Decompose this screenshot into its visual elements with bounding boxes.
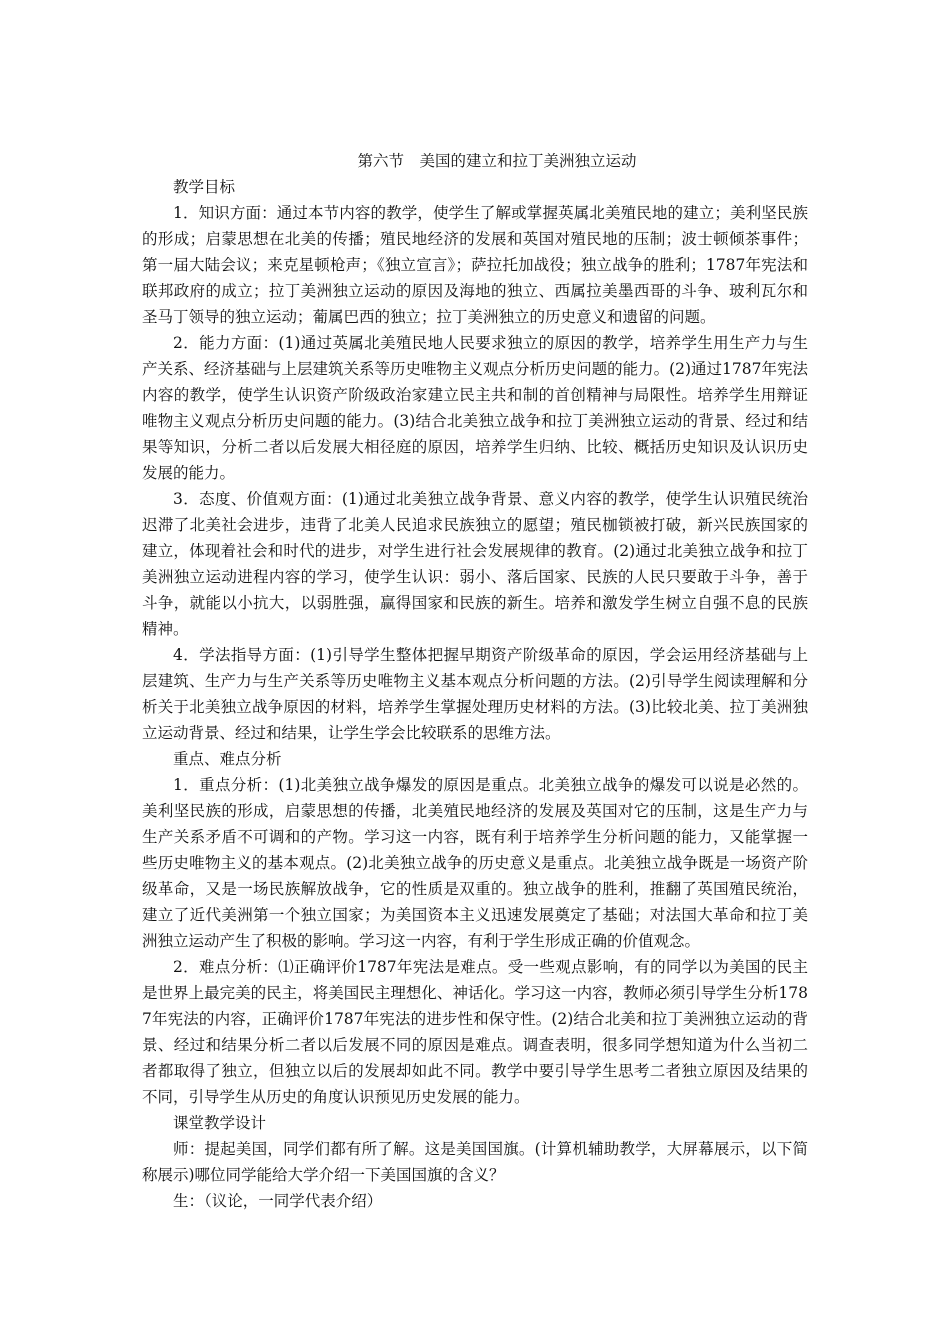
section-key-points [142, 746, 808, 1110]
paragraph-teacher-line: 师：提起美国，同学们都有所了解。这是美国国旗。(计算机辅助教学，大屏幕展示，以下简称展示)哪位同学能给大学介绍一下美国国旗的含义？ [142, 1140, 808, 1184]
section-teaching-goals [142, 174, 808, 746]
paragraph-attitude: 3．态度、价值观方面：(1)通过北美独立战争背景、意义内容的教学，使学生认识殖民统治迟滞了北美社会进步，违背了北美人民追求民族独立的愿望；殖民枷锁被打破，新兴民族国家的建立，体现着社会和时代的进步，对学生进行社会发展规律的教育。(2)通过北美独立战争和拉丁美洲独立运动进程内容的学习，使学生认识：弱小、落后国家、民族的人民只要敢于斗争，善于斗争，就能以小抗大，以弱胜强，赢得国家和民族的新生。培养和激发学生树立自强不息的民族精神。 [142, 490, 808, 638]
paragraph-knowledge: 1．知识方面：通过本节内容的教学，使学生了解或掌握英属北美殖民地的建立；美利坚民族的形成；启蒙思想在北美的传播；殖民地经济的发展和英国对殖民地的压制；波士顿倾茶事件；第一届大陆会议；来克星顿枪声；《独立宣言》；萨拉托加战役；独立战争的胜利；1787年宪法和联邦政府的成立；拉丁美洲独立运动的原因及海地的独立、西属拉美墨西哥的斗争、玻利瓦尔和圣马丁领导的独立运动；葡属巴西的独立；拉丁美洲独立的历史意义和遗留的问题。 [142, 204, 808, 326]
section-class-design [142, 1110, 808, 1214]
paragraph-key-analysis: 1．重点分析：(1)北美独立战争爆发的原因是重点。北美独立战争的爆发可以说是必然的。美利坚民族的形成，启蒙思想的传播，北美殖民地经济的发展及英国对它的压制，这是生产力与生产关系矛盾不可调和的产物。学习这一内容，既有利于培养学生分析问题的能力，又能掌握一些历史唯物主义的基本观点。(2)北美独立战争的历史意义是重点。北美独立战争既是一场资产阶级革命，又是一场民族解放战争，它的性质是双重的。独立战争的胜利，推翻了英国殖民统治，建立了近代美洲第一个独立国家；为美国资本主义迅速发展奠定了基础；对法国大革命和拉丁美洲独立运动产生了积极的影响。学习这一内容，有利于学生形成正确的价值观念。 [142, 776, 808, 950]
paragraph-student-line: 生：（议论，一同学代表介绍） [173, 1192, 383, 1210]
document-page [142, 148, 808, 1214]
document-title: 第六节 美国的建立和拉丁美洲独立运动 [357, 152, 637, 170]
section-heading: 课堂教学设计 [173, 1114, 267, 1132]
section-heading: 教学目标 [173, 178, 236, 196]
section-heading: 重点、难点分析 [173, 750, 282, 768]
paragraph-study-method: 4．学法指导方面：(1)引导学生整体把握早期资产阶级革命的原因，学会运用经济基础与上层建筑、生产力与生产关系等历史唯物主义基本观点分析问题的方法。(2)引导学生阅读理解和分析关于北美独立战争原因的材料，培养学生掌握处理历史材料的方法。(3)比较北美、拉丁美洲独立运动背景、经过和结果，让学生学会比较联系的思维方法。 [142, 646, 808, 742]
paragraph-difficulty-analysis: 2．难点分析：⑴正确评价1787年宪法是难点。受一些观点影响，有的同学以为美国的民主是世界上最完美的民主，将美国民主理想化、神话化。学习这一内容，教师必须引导学生分析1787年宪法的内容，正确评价1787年宪法的进步性和保守性。(2)结合北美和拉丁美洲独立运动的背景、经过和结果分析二者以后发展不同的原因是难点。调查表明，很多同学想知道为什么当初二者都取得了独立，但独立以后的发展却如此不同。教学中要引导学生思考二者独立原因及结果的不同，引导学生从历史的角度认识预见历史发展的能力。 [142, 958, 808, 1106]
paragraph-ability: 2．能力方面：(1)通过英属北美殖民地人民要求独立的原因的教学，培养学生用生产力与生产关系、经济基础与上层建筑关系等历史唯物主义观点分析历史问题的能力。(2)通过1787年宪法内容的教学，使学生认识资产阶级政治家建立民主共和制的首创精神与局限性。培养学生用辩证唯物主义观点分析历史问题的能力。(3)结合北美独立战争和拉丁美洲独立运动的背景、经过和结果等知识，分析二者以后发展大相径庭的原因，培养学生归纳、比较、概括历史知识及认识历史发展的能力。 [142, 334, 808, 482]
